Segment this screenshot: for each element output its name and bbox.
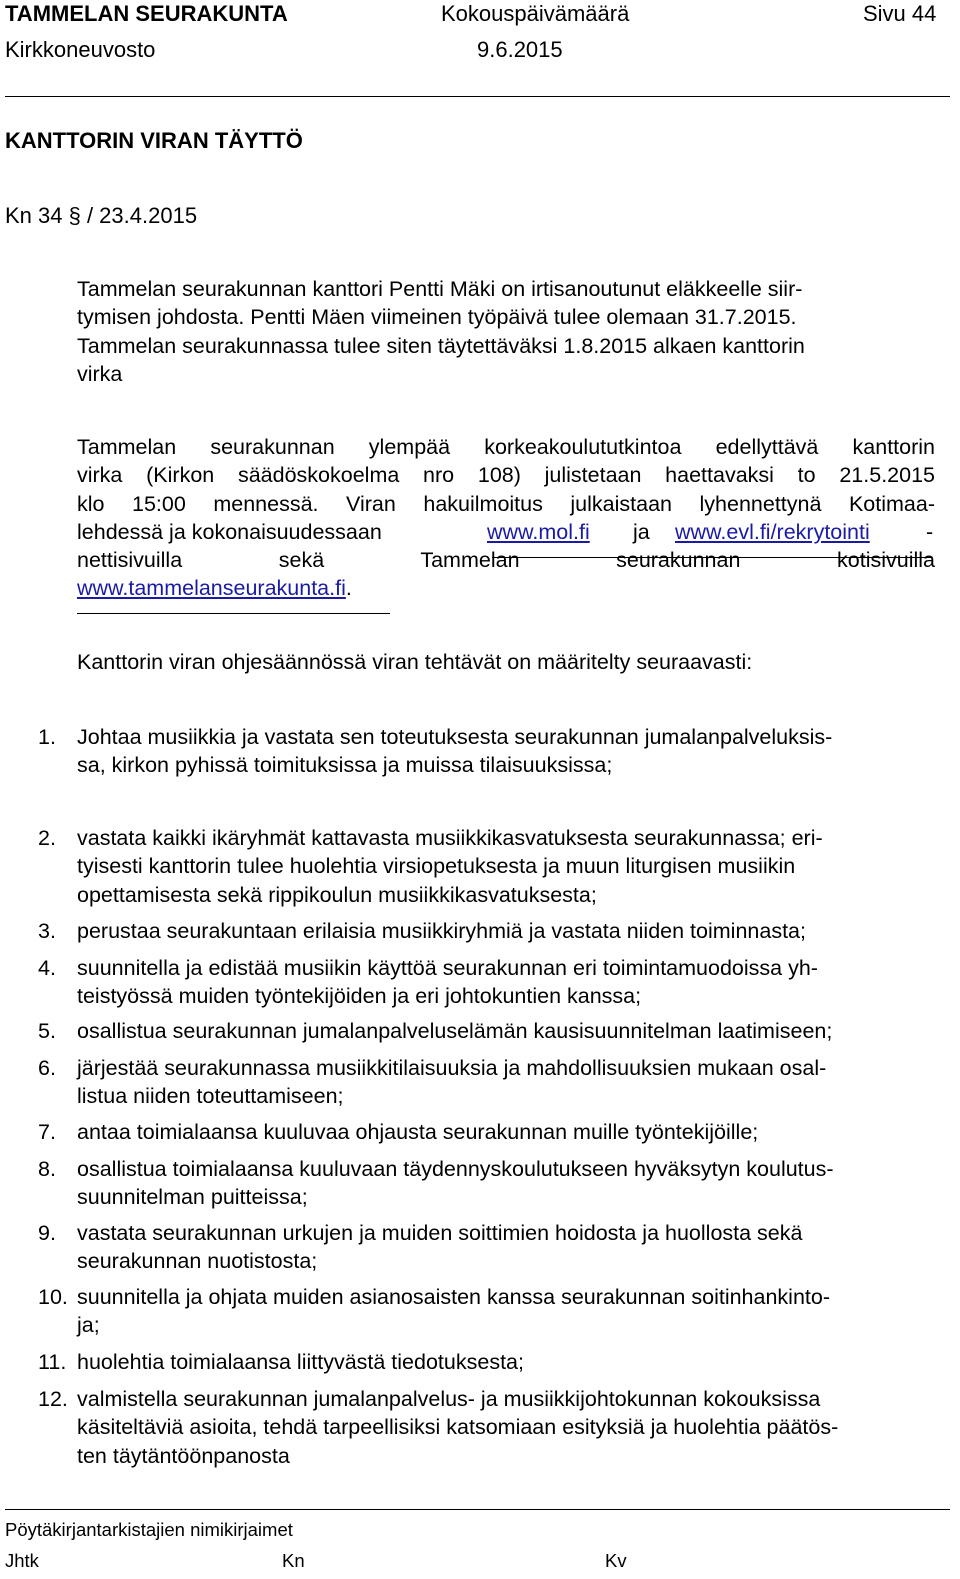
paragraph-resignation [77,275,935,388]
text-fragment: - [926,519,934,544]
text-line: käsiteltäviä asioita, tehdä tarpeellisiksi katsomiaan esityksiä ja huolehtia päätös- [77,1415,839,1440]
text-fragment: ja [633,519,650,544]
link-mol[interactable]: www.mol.fi [487,519,590,544]
text-line: vastata seurakunnan urkujen ja muiden soittimien hoidosta ja huollosta sekä [77,1221,803,1245]
text-line: suunnitelman puitteissa; [77,1185,308,1210]
text-line: vastata kaikki ikäryhmät kattavasta musiikkikasvatuksesta seurakunnassa; eri- [77,826,823,850]
text-line: virka (Kirkon säädöskokoelma nro 108) julistetaan haettavaksi to 21.5.2015 [77,463,935,488]
duty-number: 6. [38,1056,56,1080]
duty-number: 5. [38,1019,56,1043]
duty-number: 10. [38,1285,68,1309]
duty-text [77,1283,942,1340]
text-line: suunnitella ja ohjata muiden asianosaisten kanssa seurakunnan soitinhankinto- [77,1285,830,1309]
text-line: antaa toimialaansa kuuluvaa ohjausta seurakunnan muille työntekijöille; [77,1120,759,1144]
page-number: Sivu 44 [863,1,937,26]
text-line: klo 15:00 mennessä. Viran hakuilmoitus julkaistaan lyhennettynä Kotimaa- [77,491,935,516]
reference-line: Kn 34 § / 23.4.2015 [5,203,198,228]
duty-number: 7. [38,1120,56,1144]
text-line: Tammelan seurakunnan kanttori Pentti Mäki on irtisanoutunut eläkkeelle siir- [77,277,803,301]
text-line: sa, kirkon pyhissä toimituksissa ja muissa tilaisuuksissa; [77,753,613,778]
text-line: valmistella seurakunnan jumalanpalvelus- ja musiikkijohtokunnan kokouksissa [77,1387,821,1411]
text-line: opettamisesta sekä rippikoulun musiikkikasvatuksesta; [77,882,597,907]
duty-number: 4. [38,956,56,980]
duty-number: 2. [38,826,56,850]
duty-text [77,917,942,945]
link-tammelanseurakunta[interactable]: www.tammelanseurakunta.fi [77,576,346,601]
text-line: Johtaa musiikkia ja vastata sen toteutuksesta seurakunnan jumalanpalveluksis- [77,725,833,749]
organization-name: TAMMELAN SEURAKUNTA [5,1,288,26]
duty-text [77,1219,942,1276]
text-line: teistyössä muiden työntekijöiden ja eri johtokuntien kanssa; [77,984,642,1009]
text-line-links [77,518,935,546]
duty-number: 9. [38,1221,56,1245]
duty-text [77,1155,942,1212]
duty-number: 1. [38,725,56,749]
duties-intro: Kanttorin viran ohjesäännössä viran tehtävät on määritelty seuraavasti: [77,650,753,674]
duty-text [77,723,942,780]
text-line: Tammelan seurakunnassa tulee siten täytettäväksi 1.8.2015 alkaen kanttorin [77,333,805,358]
meeting-body: Kirkkoneuvosto [5,37,156,62]
text-line: tymisen johdosta. Pentti Mäen viimeinen työpäivä tulee olemaan 31.7.2015. [77,305,797,330]
duty-text [77,1348,942,1376]
text-line: suunnitella ja edistää musiikin käyttöä seurakunnan eri toimintamuodoissa yh- [77,956,818,980]
text-fragment: . [345,576,352,601]
duty-number: 11. [38,1350,67,1374]
text-line: osallistua toimialaansa kuuluvaan täydennyskoulutukseen hyväksytyn koulutus- [77,1157,834,1181]
text-line: perustaa seurakuntaan erilaisia musiikkiryhmiä ja vastata niiden toiminnasta; [77,919,806,943]
paragraph-announcement [77,433,935,603]
duty-text [77,954,942,1011]
text-line: ja; [77,1313,100,1338]
duty-number: 12. [38,1387,68,1411]
strike-mark [492,557,932,558]
text-line: Tammelan seurakunnan ylempää korkeakoulututkintoa edellyttävä kanttorin [77,435,935,459]
text-line: seurakunnan nuotistosta; [77,1249,318,1274]
text-line: järjestää seurakunnassa musiikkitilaisuuksia ja mahdollisuuksien mukaan osal- [77,1056,827,1080]
initials-jhtk: Jhtk [5,1550,39,1571]
text-line: osallistua seurakunnan jumalanpalveluselämän kausisuunnitelman laatimiseen; [77,1019,833,1043]
meeting-date: 9.6.2015 [477,37,563,62]
text-line: listua niiden toteuttamiseen; [77,1084,344,1109]
duty-text [77,1118,942,1146]
text-fragment: lehdessä ja kokonaisuudessaan [77,519,382,544]
duty-text [77,1385,942,1470]
text-line: ten täytäntöönpanosta [77,1443,290,1468]
initials-kn: Kn [282,1550,305,1571]
header-divider [5,96,950,97]
duty-number: 8. [38,1157,56,1181]
duty-number: 3. [38,919,56,943]
duty-text [77,1054,942,1111]
footer-divider [5,1509,950,1510]
strike-mark [77,613,390,614]
text-line: huolehtia toimialaansa liittyvästä tiedotuksesta; [77,1350,524,1374]
initials-kv: Kv [605,1550,627,1571]
section-title: KANTTORIN VIRAN TÄYTTÖ [5,128,303,153]
text-line: nettisivuilla sekä Tammelan seurakunnan kotisivuilla [77,548,935,573]
text-line: virka [77,361,123,386]
link-evl-rekrytointi[interactable]: www.evl.fi/rekrytointi [675,519,870,544]
duty-text [77,1017,942,1045]
text-line: tyisesti kanttorin tulee huolehtia virsiopetuksesta ja muun liturgisen musiikin [77,854,796,879]
text-line-link [77,574,935,602]
duty-text [77,824,942,909]
signatures-label: Pöytäkirjantarkistajien nimikirjaimet [5,1519,293,1540]
meeting-date-label: Kokouspäivämäärä [441,1,630,26]
